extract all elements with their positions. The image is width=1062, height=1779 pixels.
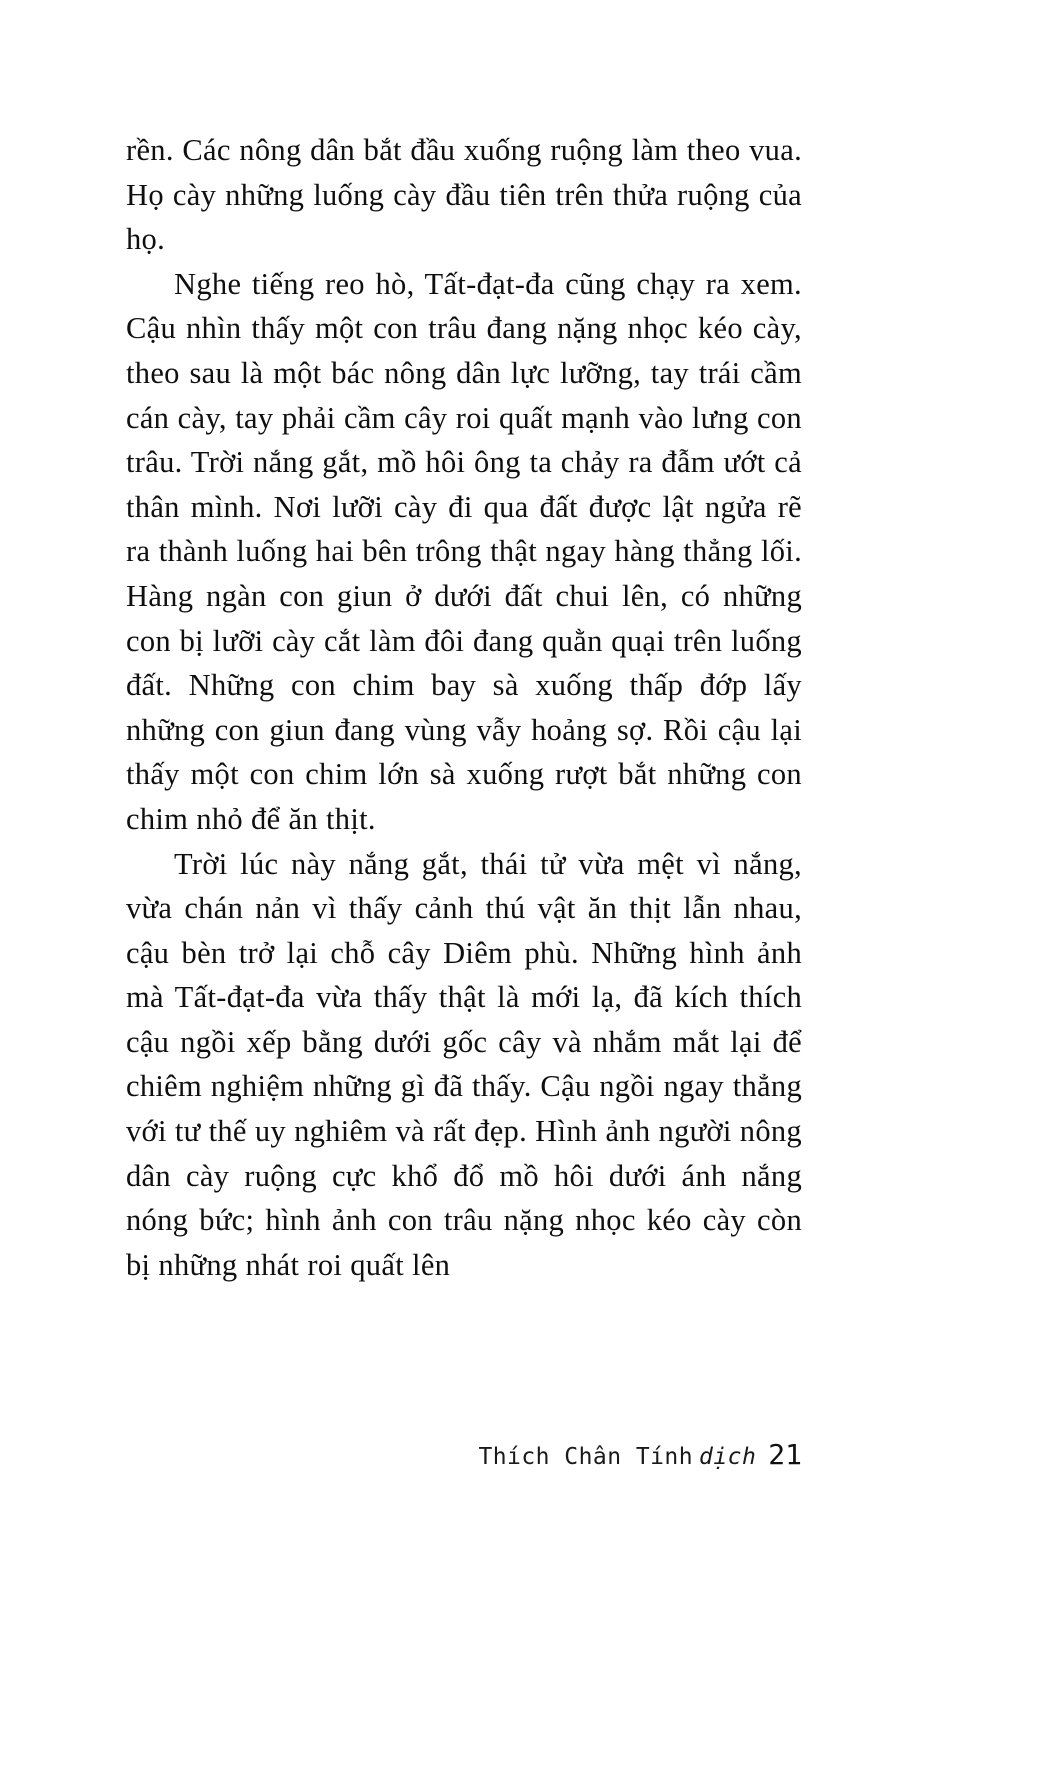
paragraph-nghe-tieng-reo-ho: Nghe tiếng reo hò, Tất-đạt-đa cũng chạy ra xem. Cậu nhìn thấy một con trâu đang nặng nhọc kéo cày, theo sau là một bác nông dân lực lưỡng, tay trái cầm cán cày, tay phải cầm cây roi quất mạnh vào lưng con trâu. Trời nắng gắt, mồ hôi ông ta chảy ra đẫm ướt cả thân mình. Nơi lưỡi cày đi qua đất được lật ngửa rẽ ra thành luống hai bên trông thật ngay hàng thẳng lối. Hàng ngàn con giun ở dưới đất chui lên, có những con bị lưỡi cày cắt làm đôi đang quằn quại trên luống đất. Những con chim bay sà xuống thấp đớp lấy những con giun đang vùng vẫy hoảng sợ. Rồi cậu lại thấy một con chim lớn sà xuống rượt bắt những con chim nhỏ để ăn thịt. (126, 266, 802, 836)
footer-author: Thích Chân Tính (478, 1444, 694, 1470)
page-text-block (126, 128, 802, 1287)
paragraph-continued: rền. Các nông dân bắt đầu xuống ruộng làm theo vua. Họ cày những luống cày đầu tiên trên thửa ruộng của họ. (126, 133, 802, 257)
footer-role: dịch (699, 1444, 757, 1470)
paragraph-troi-luc-nay: Trời lúc này nắng gắt, thái tử vừa mệt vì nắng, vừa chán nản vì thấy cảnh thú vật ăn thịt lẫn nhau, cậu bèn trở lại chỗ cây Diêm phù. Những hình ảnh mà Tất-đạt-đa vừa thấy thật là mới lạ, đã kích thích cậu ngồi xếp bằng dưới gốc cây và nhắm mắt lại để chiêm nghiệm những gì đã thấy. Cậu ngồi ngay thẳng với tư thế uy nghiêm và rất đẹp. Hình ảnh người nông dân cày ruộng cực khổ đổ mồ hôi dưới ánh nắng nóng bức; hình ảnh con trâu nặng nhọc kéo cày còn bị những nhát roi quất lên (126, 846, 802, 1282)
page-footer (126, 1438, 802, 1471)
page-number: 21 (768, 1438, 802, 1471)
